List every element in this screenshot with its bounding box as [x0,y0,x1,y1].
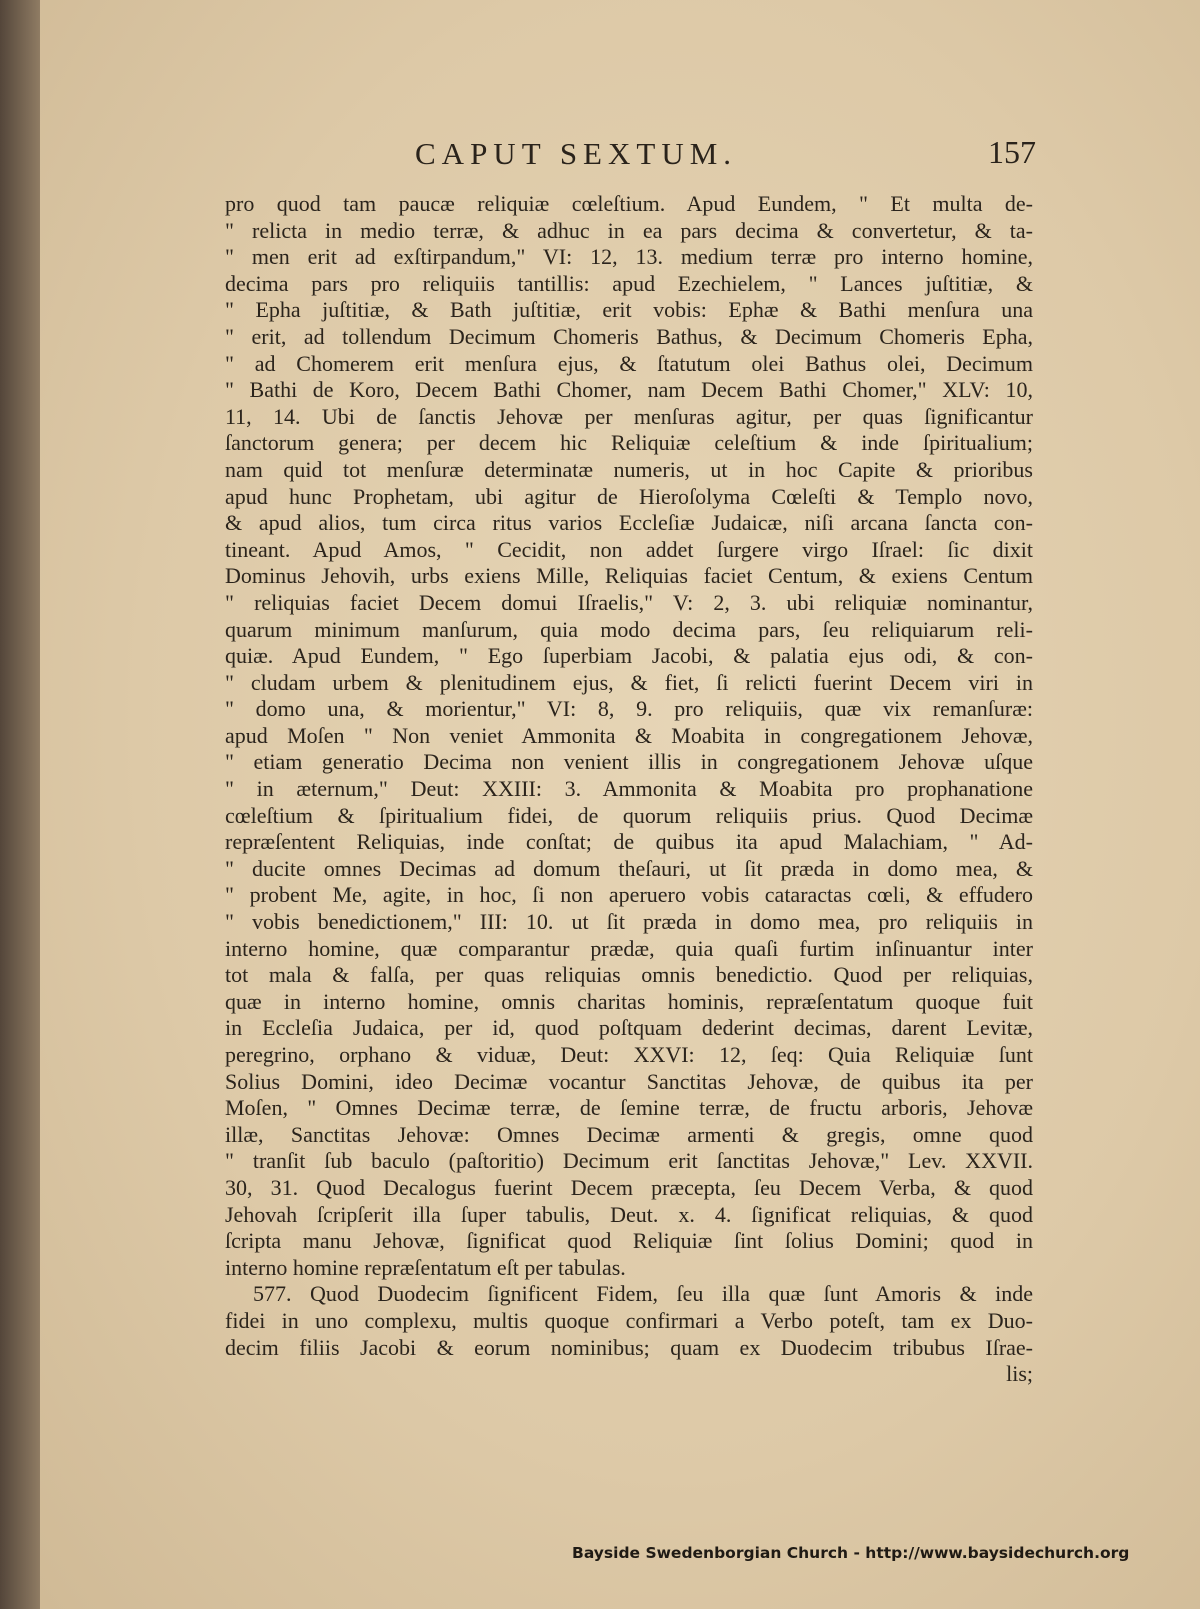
text-line: tot mala & falſa, per quas reliquias omnis benedictio. Quod per reliquias, [225,962,1033,988]
book-page [40,0,1200,1609]
text-line: lis; [1006,1361,1033,1387]
text-line: pro quod tam paucæ reliquiæ cœleſtium. Apud Eundem, " Et multa de- [225,191,1033,216]
text-line: " Epha juſtitiæ, & Bath juſtitiæ, erit vobis: Ephæ & Bathi menſura una [225,297,1033,323]
text-line: " cludam urbem & plenitudinem ejus, & fiet, ſi relicti fuerint Decem viri in [225,669,1033,695]
text-line: decima pars pro reliquiis tantillis: apud Ezechielem, " Lances juſtitiæ, & [225,270,1033,296]
text-line: peregrino, orphano & viduæ, Deut: XXVI: 12, ſeq: Quia Reliquiæ ſunt [225,1042,1033,1067]
text-line: apud hunc Prophetam, ubi agitur de Hieroſolyma Cœleſti & Templo novo, [225,483,1033,509]
text-line: in Eccleſia Judaica, per id, quod poſtquam dederint decimas, darent Levitæ, [225,1015,1033,1041]
text-line: " etiam generatio Decima non venient illis in congregationem Jehovæ uſque [225,749,1033,775]
text-line: " erit, ad tollendum Decimum Chomeris Bathus, & Decimum Chomeris Epha, [225,323,1033,349]
text-line: " ducite omnes Decimas ad domum theſauri, ut ſit præda in domo mea, & [225,855,1033,881]
text-line: illæ, Sanctitas Jehovæ: Omnes Decimæ armenti & gregis, omne quod [225,1121,1033,1147]
text-line: " vobis benedictionem," III: 10. ut ſit præda in domo mea, pro reliquiis in [225,909,1033,935]
text-line: tineant. Apud Amos, " Cecidit, non addet ſurgere virgo Iſrael: ſic dixit [225,536,1033,562]
text-line: repræſentent Reliquias, inde conſtat; de quibus ita apud Malachiam, " Ad- [225,829,1033,855]
page-number: 157 [988,134,1036,170]
text-line: ſcripta manu Jehovæ, ſignificat quod Reliquiæ ſint ſolius Domini; quod in [225,1228,1033,1254]
body-text [225,191,1033,1388]
text-line: Solius Domini, ideo Decimæ vocantur Sanctitas Jehovæ, de quibus ita per [225,1068,1033,1094]
text-line: " tranſit ſub baculo (paſtoritio) Decimum erit ſanctitas Jehovæ," Lev. XXVII. [225,1148,1033,1174]
text-line: quiæ. Apud Eundem, " Ego ſuperbiam Jacobi, & palatia ejus odi, & con- [225,643,1033,669]
text-line: " men erit ad exſtirpandum," VI: 12, 13. medium terræ pro interno homine, [225,244,1033,270]
text-line: decim filiis Jacobi & eorum nominibus; quam ex Duodecim tribubus Iſrae- [225,1334,1033,1360]
text-line: Moſen, " Omnes Decimæ terræ, de ſemine terræ, de fructu arboris, Jehovæ [225,1095,1033,1121]
text-line: interno homine repræſentatum eſt per tabulas. [225,1254,626,1280]
text-line: Jehovah ſcripſerit illa ſuper tabulis, Deut. x. 4. ſignificat reliquias, & quod [225,1201,1033,1227]
text-line: fidei in uno complexu, multis quoque confirmari a Verbo poteſt, tam ex Duo- [225,1307,1033,1333]
footer-credit: Bayside Swedenborgian Church - http://www.baysidechurch.org [572,1544,1130,1562]
running-head: CAPUT SEXTUM. [415,136,738,171]
text-line: 577. Quod Duodecim ſignificent Fidem, ſeu illa quæ ſunt Amoris & inde [253,1281,1033,1307]
text-line: " in æternum," Deut: XXIII: 3. Ammonita & Moabita pro prophanatione [225,776,1033,802]
text-line: " Bathi de Koro, Decem Bathi Chomer, nam Decem Bathi Chomer," XLV: 10, [225,377,1033,403]
text-line: " relicta in medio terræ, & adhuc in ea pars decima & convertetur, & ta- [225,217,1033,243]
text-line: " probent Me, agite, in hoc, ſi non aperuero vobis cataractas cœli, & effudero [225,882,1033,908]
text-line: cœleſtium & ſpiritualium fidei, de quorum reliquiis prius. Quod Decimæ [225,802,1033,828]
text-line: ſanctorum genera; per decem hic Reliquiæ celeſtium & inde ſpiritualium; [225,430,1033,456]
text-line: " ad Chomerem erit menſura ejus, & ſtatutum olei Bathus olei, Decimum [225,350,1033,376]
text-line: 30, 31. Quod Decalogus fuerint Decem præcepta, ſeu Decem Verba, & quod [225,1174,1033,1200]
text-line: Dominus Jehovih, urbs exiens Mille, Reliquias faciet Centum, & exiens Centum [225,563,1033,589]
text-line: quarum minimum manſurum, quia modo decima pars, ſeu reliquiarum reli- [225,616,1033,642]
text-line: quæ in interno homine, omnis charitas hominis, repræſentatum quoque fuit [225,988,1033,1014]
text-line: " domo una, & morientur," VI: 8, 9. pro reliquiis, quæ vix remanſuræ: [225,696,1033,722]
text-line: & apud alios, tum circa ritus varios Eccleſiæ Judaicæ, niſi arcana ſancta con- [225,510,1033,536]
text-line: " reliquias faciet Decem domui Iſraelis," V: 2, 3. ubi reliquiæ nominantur, [225,589,1033,615]
text-line: 11, 14. Ubi de ſanctis Jehovæ per menſuras agitur, per quas ſignificantur [225,403,1033,429]
text-line: interno homine, quæ comparantur prædæ, quia quaſi furtim inſinuantur inter [225,935,1033,961]
text-line: apud Moſen " Non veniet Ammonita & Moabita in congregationem Jehovæ, [225,722,1033,748]
text-line: nam quid tot menſuræ determinatæ numeris, ut in hoc Capite & prioribus [225,456,1033,482]
